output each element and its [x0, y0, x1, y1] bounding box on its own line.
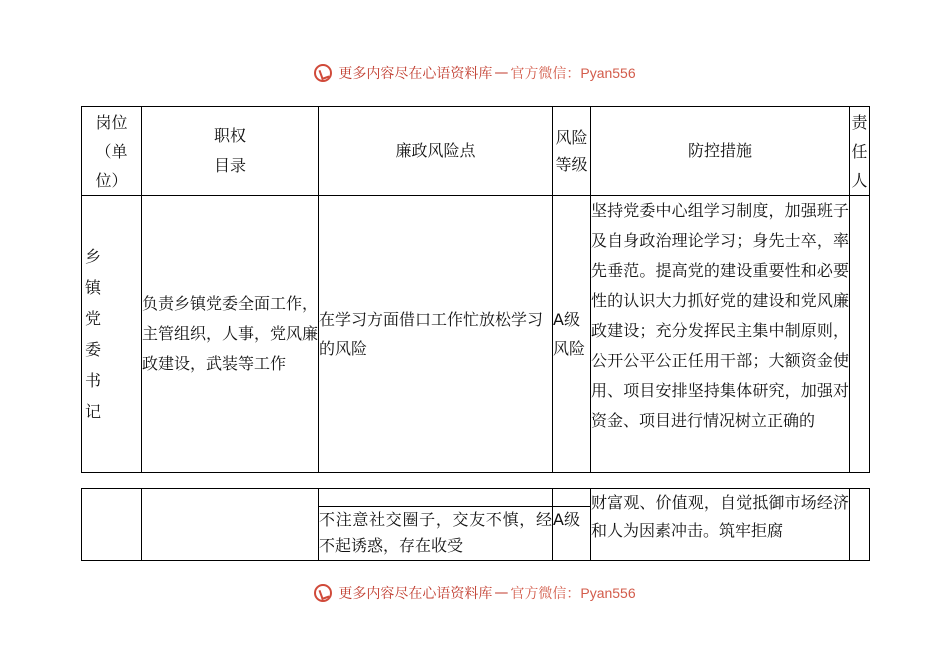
- cell-measures-continued: 财富观、价值观，自觉抵御市场经济和人为因素冲击。筑牢拒腐: [591, 489, 850, 561]
- cell-risk-point: 在学习方面借口工作忙放松学习的风险: [319, 196, 553, 473]
- table-row: [82, 489, 870, 561]
- header-risk-point: 廉政风险点: [319, 107, 553, 196]
- cell-post-continued: [82, 489, 142, 561]
- watermark-separator: —: [494, 65, 509, 81]
- header-responsible: 责任人: [850, 107, 870, 196]
- cell-post: 乡镇党委书记: [82, 196, 142, 473]
- header-duties: 职权目录: [142, 107, 319, 196]
- watermark-separator: —: [494, 585, 509, 601]
- watermark-top: [0, 63, 950, 83]
- cell-measures: 坚持党委中心组学习制度，加强班子及自身政治理论学习；身先士卒，率先垂范。提高党的建设重要性和必要性的认识大力抓好党的建设和党风廉政建设；充分发挥民主集中制原则，公开公平公正任用干部；大额资金使用、项目安排坚持集体研究，加强对资金、项目进行情况树立正确的: [591, 196, 850, 473]
- risk-table: [81, 106, 870, 473]
- watermark-contact: 官方微信：Pyan556: [510, 65, 636, 81]
- cell-risk-point-continued: 不注意社交圈子，交友不慎，经不起诱惑，存在收受: [319, 489, 553, 561]
- cell-risk-level-continued: A级: [553, 489, 591, 561]
- header-measures: 防控措施: [591, 107, 850, 196]
- risk-table-continued: [81, 488, 870, 561]
- watermark-text: 更多内容尽在心语资料库: [338, 586, 493, 602]
- brand-logo-icon: [314, 584, 332, 602]
- cell-duties: 负责乡镇党委全面工作，主管组织，人事，党风廉政建设，武装等工作: [142, 196, 319, 473]
- cell-risk-level: A级风险: [553, 196, 591, 473]
- watermark-bottom: [0, 583, 950, 603]
- cell-responsible-continued: [850, 489, 870, 561]
- table-row: [82, 196, 870, 473]
- watermark-text: 更多内容尽在心语资料库: [338, 66, 493, 82]
- cell-duties-continued: [142, 489, 319, 561]
- header-post: 岗位（单位）: [82, 107, 142, 196]
- header-risk-level: 风险等级: [553, 107, 591, 196]
- cell-responsible: [850, 196, 870, 473]
- table-header-row: [82, 107, 870, 196]
- brand-logo-icon: [314, 64, 332, 82]
- watermark-contact: 官方微信：Pyan556: [510, 585, 636, 601]
